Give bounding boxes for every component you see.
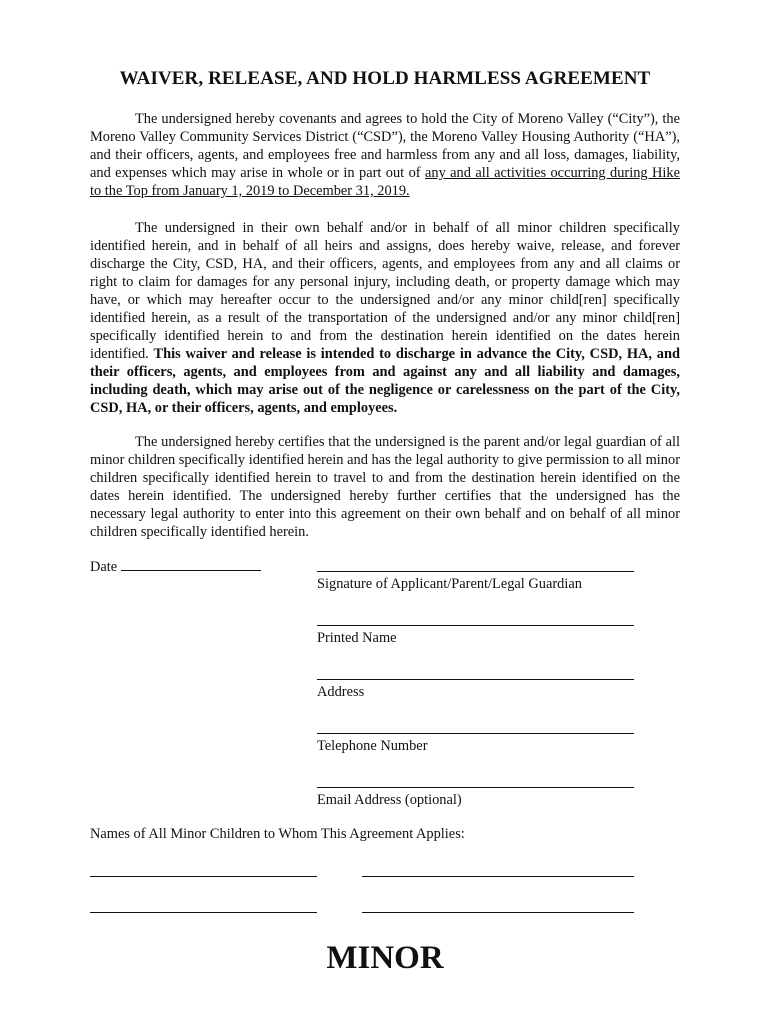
paragraph-hold-harmless <box>90 110 680 200</box>
paragraph-waiver-release <box>90 219 680 417</box>
date-blank-line[interactable] <box>121 558 261 571</box>
telephone-line[interactable] <box>317 733 634 734</box>
paragraph-2-text: The undersigned in their own behalf and/or in behalf of all minor children specifically identified herein, and in behalf of all heirs and assigns, does hereby waive, release, and forever discharge the City, CSD, HA, and their officers, agents, and employees from any and all claims or right to claim for damages for any personal injury, including death, or property damage which may have, or which may hereafter occur to the undersigned and/or any minor child[ren] specifically identified herein, as a result of the transportation of the undersigned and/or any minor child[ren] specifically identified herein to and from the destination herein identified on the dates herein identified. <box>90 220 680 362</box>
minor-name-line-4[interactable] <box>362 912 634 913</box>
minor-name-line-3[interactable] <box>90 912 317 913</box>
minor-name-line-2[interactable] <box>362 876 634 877</box>
page-title: WAIVER, RELEASE, AND HOLD HARMLESS AGREEMENT <box>119 68 651 89</box>
signature-label: Signature of Applicant/Parent/Legal Guardian <box>317 576 582 592</box>
paragraph-2-bold-text: This waiver and release is intended to discharge in advance the City, CSD, HA, and their officers, agents, and employees from and against any and all liability and damages, including death, which may arise out of the negligence or carelessness on the part of the City, CSD, HA, or their officers, agents, and employees. <box>90 346 680 416</box>
printed-name-field <box>317 625 634 647</box>
date-label: Date <box>90 559 118 575</box>
telephone-label: Telephone Number <box>317 738 428 754</box>
paragraph-1-text: The undersigned hereby covenants and agrees to hold the City of Moreno Valley (“City”), the Moreno Valley Community Services District (“CSD”), the Moreno Valley Housing Authority (“HA”), and their officers, agents, and employees free and harmless from any and all loss, damages, liability, and expenses which may arise in whole or in part out of <box>90 111 680 181</box>
email-line[interactable] <box>317 787 634 788</box>
minor-name-line-1[interactable] <box>90 876 317 877</box>
paragraph-certification: The undersigned hereby certifies that the undersigned is the parent and/or legal guardian of all minor children specifically identified herein and has the legal authority to give permission to all minor children specifically identified herein to travel to and from the destination herein identified on the dates herein identified. The undersigned hereby further certifies that the undersigned has the necessary legal authority to enter into this agreement on their own behalf and on behalf of all minor children specifically identified herein. <box>90 434 680 540</box>
printed-name-label: Printed Name <box>317 630 397 646</box>
minor-names-label: Names of All Minor Children to Whom This Agreement Applies: <box>90 826 465 842</box>
printed-name-line[interactable] <box>317 625 634 626</box>
signature-line[interactable] <box>317 571 634 572</box>
date-field <box>90 558 261 576</box>
telephone-field <box>317 733 634 755</box>
paragraph-1-underlined-text: any and all activities occurring during Hike to the Top from January 1, 2019 to December 31, 2019. <box>90 165 680 199</box>
address-label: Address <box>317 684 365 700</box>
address-line[interactable] <box>317 679 634 680</box>
signature-field <box>317 571 634 593</box>
email-label: Email Address (optional) <box>317 792 462 808</box>
email-field <box>317 787 634 809</box>
address-field <box>317 679 634 701</box>
minor-section-heading: MINOR <box>326 940 444 976</box>
